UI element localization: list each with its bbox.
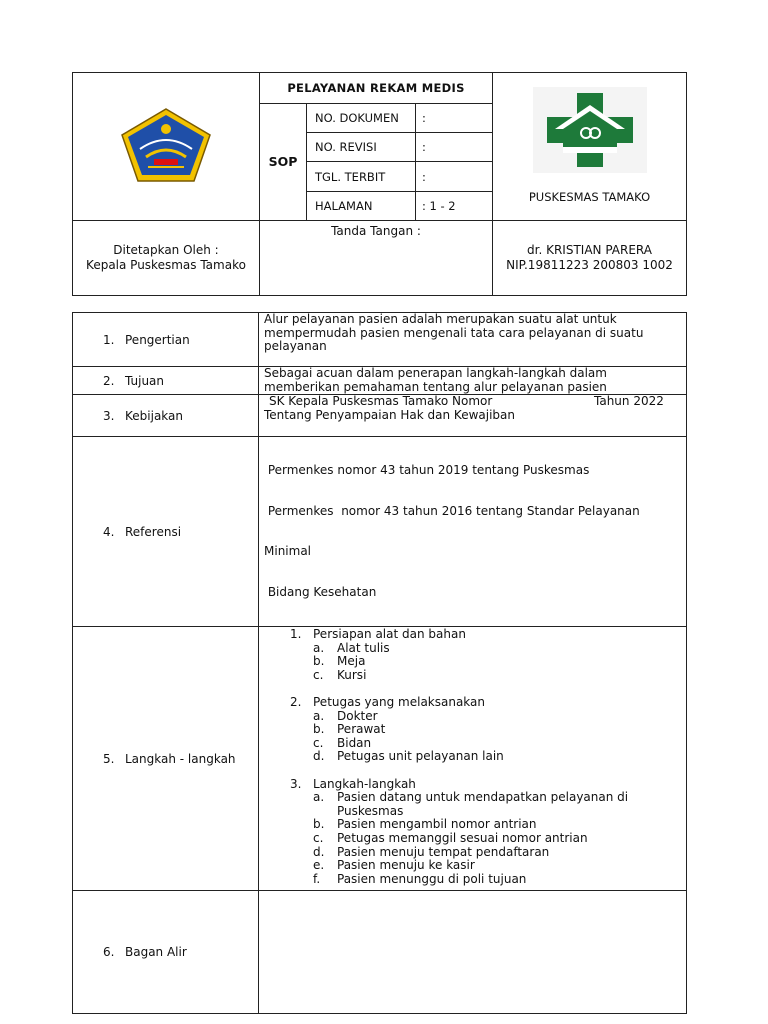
step-text: Bidan	[337, 735, 372, 750]
section-title: Referensi	[125, 524, 182, 539]
step-item	[264, 750, 686, 764]
step-item	[264, 737, 686, 751]
field-value-halaman: : 1 - 2	[416, 191, 493, 220]
step-text: Perawat	[337, 722, 386, 737]
step-item	[264, 873, 686, 887]
step-text: Pasien menunggu di poli tujuan	[337, 871, 527, 886]
step-item-continuation: Puskesmas	[337, 803, 404, 818]
section-label-tujuan	[73, 367, 259, 395]
content-line: pelayanan	[264, 339, 327, 353]
document-title: PELAYANAN REKAM MEDIS	[260, 73, 493, 104]
step-title: Persiapan alat dan bahan	[313, 627, 466, 641]
section-title: Pengertian	[125, 332, 190, 347]
step-text: Dokter	[337, 708, 378, 723]
step-text: Meja	[337, 654, 366, 669]
step-text: Pasien datang untuk mendapatkan pelayanan di	[337, 790, 629, 805]
step-marker: d.	[313, 749, 325, 764]
step-group	[264, 628, 686, 642]
section-content-bagan	[259, 891, 687, 1014]
step-item	[264, 791, 686, 805]
puskesmas-name: PUSKESMAS TAMAKO	[528, 190, 651, 204]
doctor-nip: NIP.19811223 200803 1002	[506, 258, 673, 273]
field-value-no-dokumen: :	[416, 103, 493, 132]
step-item	[264, 818, 686, 832]
step-item	[264, 710, 686, 724]
step-marker: b.	[313, 722, 325, 737]
field-value-tgl-terbit: :	[416, 162, 493, 191]
section-label-kebijakan	[73, 395, 259, 437]
puskesmas-logo-cell	[493, 73, 687, 221]
section-title: Tujuan	[125, 373, 165, 388]
doctor-cell	[493, 221, 687, 296]
sop-label: SOP	[260, 103, 307, 221]
section-label-referensi	[73, 437, 259, 627]
section-title: Bagan Alir	[125, 945, 187, 960]
step-item	[264, 669, 686, 683]
tanda-tangan-cell	[260, 221, 493, 296]
regency-emblem-icon	[118, 105, 214, 185]
regency-logo-cell	[73, 73, 260, 221]
content-line: Alur pelayanan pasien adalah merupakan suatu alat untuk	[264, 312, 617, 326]
content-line: Sebagai acuan dalam penerapan langkah-langkah dalam	[264, 366, 607, 380]
content-line: Permenkes nomor 43 tahun 2019 tentang Puskesmas	[264, 463, 590, 477]
doctor-name: dr. KRISTIAN PARERA	[527, 243, 652, 258]
step-item	[264, 832, 686, 846]
step-number: 2.	[290, 694, 302, 709]
content-line: Minimal	[264, 544, 312, 558]
step-text: Petugas memanggil sesuai nomor antrian	[337, 830, 588, 845]
section-number: 4.	[103, 524, 115, 539]
tanda-tangan-label: Tanda Tangan :	[331, 224, 421, 239]
section-label-pengertian	[73, 313, 259, 367]
section-number: 2.	[103, 373, 115, 388]
step-marker: a.	[313, 708, 325, 723]
step-text: Kursi	[337, 667, 367, 682]
step-item	[264, 642, 686, 656]
step-marker: c.	[313, 735, 324, 750]
step-number: 1.	[290, 627, 302, 641]
section-content-kebijakan	[259, 395, 687, 437]
step-item	[264, 655, 686, 669]
section-content-pengertian	[259, 313, 687, 367]
step-marker: c.	[313, 667, 324, 682]
step-item	[264, 859, 686, 873]
section-number: 6.	[103, 945, 115, 960]
ditetapkan-cell	[73, 221, 260, 296]
step-number: 3.	[290, 776, 302, 791]
content-line: SK Kepala Puskesmas Tamako Nomor	[269, 394, 493, 408]
content-line: mempermudah pasien mengenali tata cara pelayanan di suatu	[264, 325, 644, 340]
step-group	[264, 778, 686, 792]
step-item	[264, 723, 686, 737]
sop-content-table	[72, 312, 687, 1014]
ditetapkan-label: Ditetapkan Oleh :	[113, 243, 219, 258]
step-marker: a.	[313, 640, 325, 655]
step-marker: f.	[313, 871, 321, 886]
step-marker: b.	[313, 654, 325, 669]
step-title: Petugas yang melaksanakan	[313, 694, 486, 709]
content-line: Bidang Kesehatan	[264, 584, 377, 599]
step-marker: d.	[313, 844, 325, 859]
field-label-no-dokumen: NO. DOKUMEN	[307, 103, 416, 132]
step-text: Pasien menuju ke kasir	[337, 858, 475, 873]
sop-header-table	[72, 72, 687, 296]
field-label-halaman: HALAMAN	[307, 191, 416, 220]
content-line: Tentang Penyampaian Hak dan Kewajiban	[264, 407, 515, 422]
puskesmas-logo-icon	[533, 87, 647, 173]
field-label-tgl-terbit: TGL. TERBIT	[307, 162, 416, 191]
content-year: Tahun 2022	[594, 394, 664, 408]
section-content-referensi	[259, 437, 687, 627]
ditetapkan-by: Kepala Puskesmas Tamako	[86, 258, 246, 273]
content-line: Permenkes nomor 43 tahun 2016 tentang Standar Pelayanan	[264, 503, 640, 518]
step-title: Langkah-langkah	[313, 776, 416, 791]
step-text: Pasien menuju tempat pendaftaran	[337, 844, 550, 859]
section-content-langkah	[259, 627, 687, 891]
section-label-bagan	[73, 891, 259, 1014]
section-label-langkah	[73, 627, 259, 891]
section-title: Langkah - langkah	[125, 751, 236, 766]
section-number: 1.	[103, 332, 115, 347]
step-text: Petugas unit pelayanan lain	[337, 749, 504, 764]
step-marker: c.	[313, 830, 324, 845]
step-text: Alat tulis	[337, 640, 390, 655]
step-text: Pasien mengambil nomor antrian	[337, 817, 537, 832]
step-marker: b.	[313, 817, 325, 832]
step-marker: a.	[313, 790, 325, 805]
field-label-no-revisi: NO. REVISI	[307, 132, 416, 161]
step-group	[264, 696, 686, 710]
section-content-tujuan	[259, 367, 687, 395]
step-marker: e.	[313, 858, 325, 873]
section-number: 3.	[103, 408, 115, 423]
step-item	[264, 846, 686, 860]
field-value-no-revisi: :	[416, 132, 493, 161]
section-title: Kebijakan	[125, 408, 183, 423]
section-number: 5.	[103, 751, 115, 766]
content-line: memberikan pemahaman tentang alur pelayanan pasien	[264, 379, 607, 394]
